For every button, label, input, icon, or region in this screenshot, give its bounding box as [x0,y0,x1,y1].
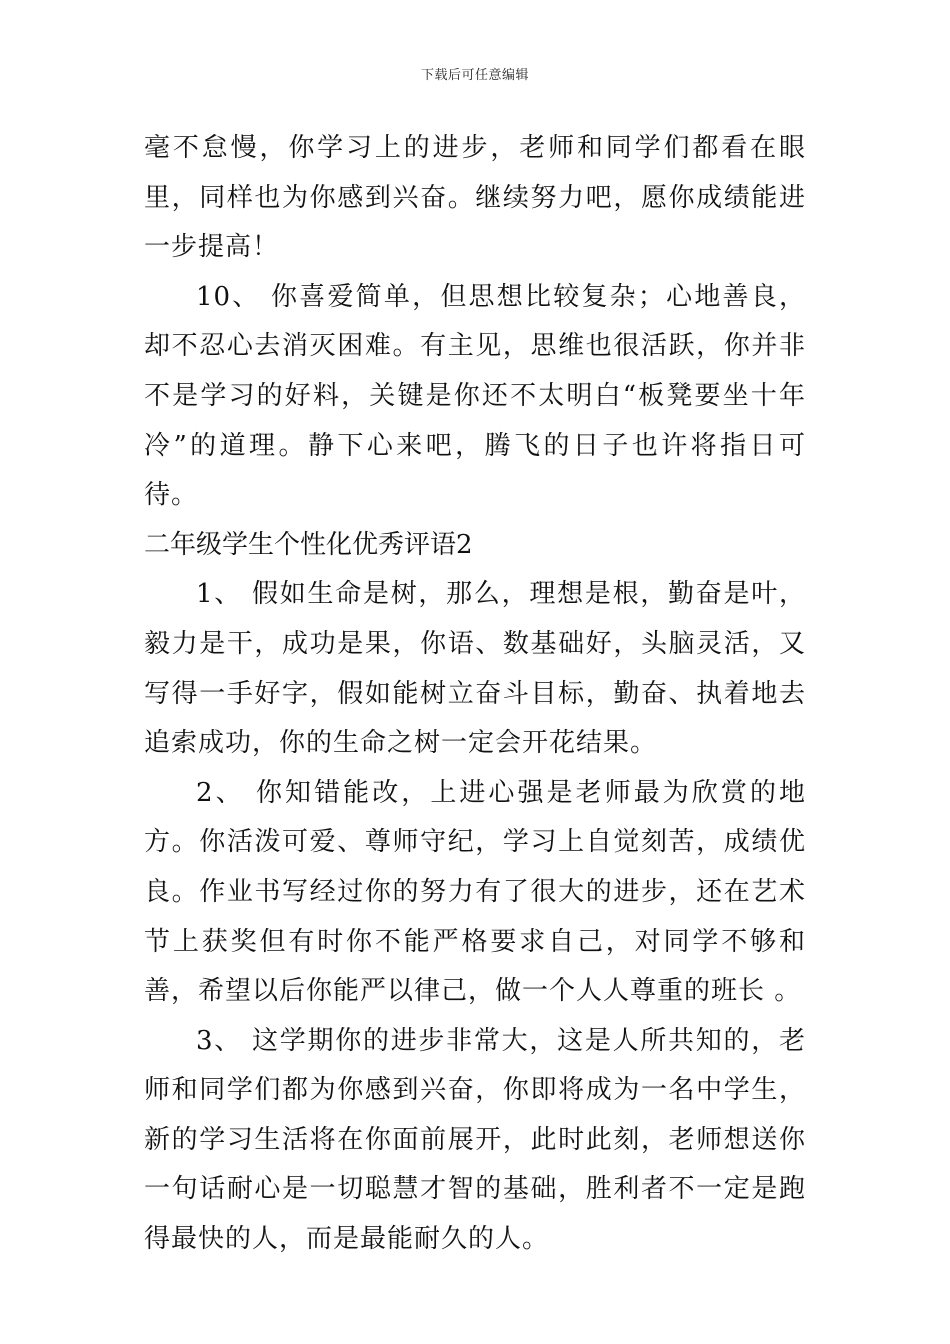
paragraph-item-3: 3、 这学期你的进步非常大，这是人所共知的，老师和同学们都为你感到兴奋，你即将成为一名中学生，新的学习生活将在你面前展开，此时此刻，老师想送你一句话耐心是一切聪慧才智的基础，胜利者不一定是跑得最快的人，而是最能耐久的人。 [144,1025,806,1255]
paragraph-continued: 毫不怠慢，你学习上的进步，老师和同学们都看在眼里，同样也为你感到兴奋。继续努力吧，愿你成绩能进一步提高！ [144,133,806,263]
section-heading: 二年级学生个性化优秀评语2 [144,529,473,560]
paragraph-item-10: 10、 你喜爱简单，但思想比较复杂；心地善良，却不忍心去消灭困难。有主见，思维也很活跃，你并非不是学习的好料，关键是你还不太明白“板凳要坐十年冷”的道理。静下心来吧，腾飞的日子也许将指日可待。 [144,281,806,511]
paragraph-item-1: 1、 假如生命是树，那么，理想是根，勤奋是叶，毅力是干，成功是果，你语、数基础好，头脑灵活，又写得一手好字，假如能树立奋斗目标，勤奋、执着地去追索成功，你的生命之树一定会开花结果。 [144,579,806,759]
paragraph-item-2: 2、 你知错能改，上进心强是老师最为欣赏的地方。你活泼可爱、尊师守纪，学习上自觉刻苦，成绩优良。作业书写经过你的努力有了很大的进步，还在艺术节上获奖但有时你不能严格要求自己，对同学不够和善，希望以后你能严以律己，做一个人人尊重的班长 。 [144,777,806,1007]
document-body [144,124,806,1265]
header-note: 下载后可任意编辑 [420,68,529,83]
